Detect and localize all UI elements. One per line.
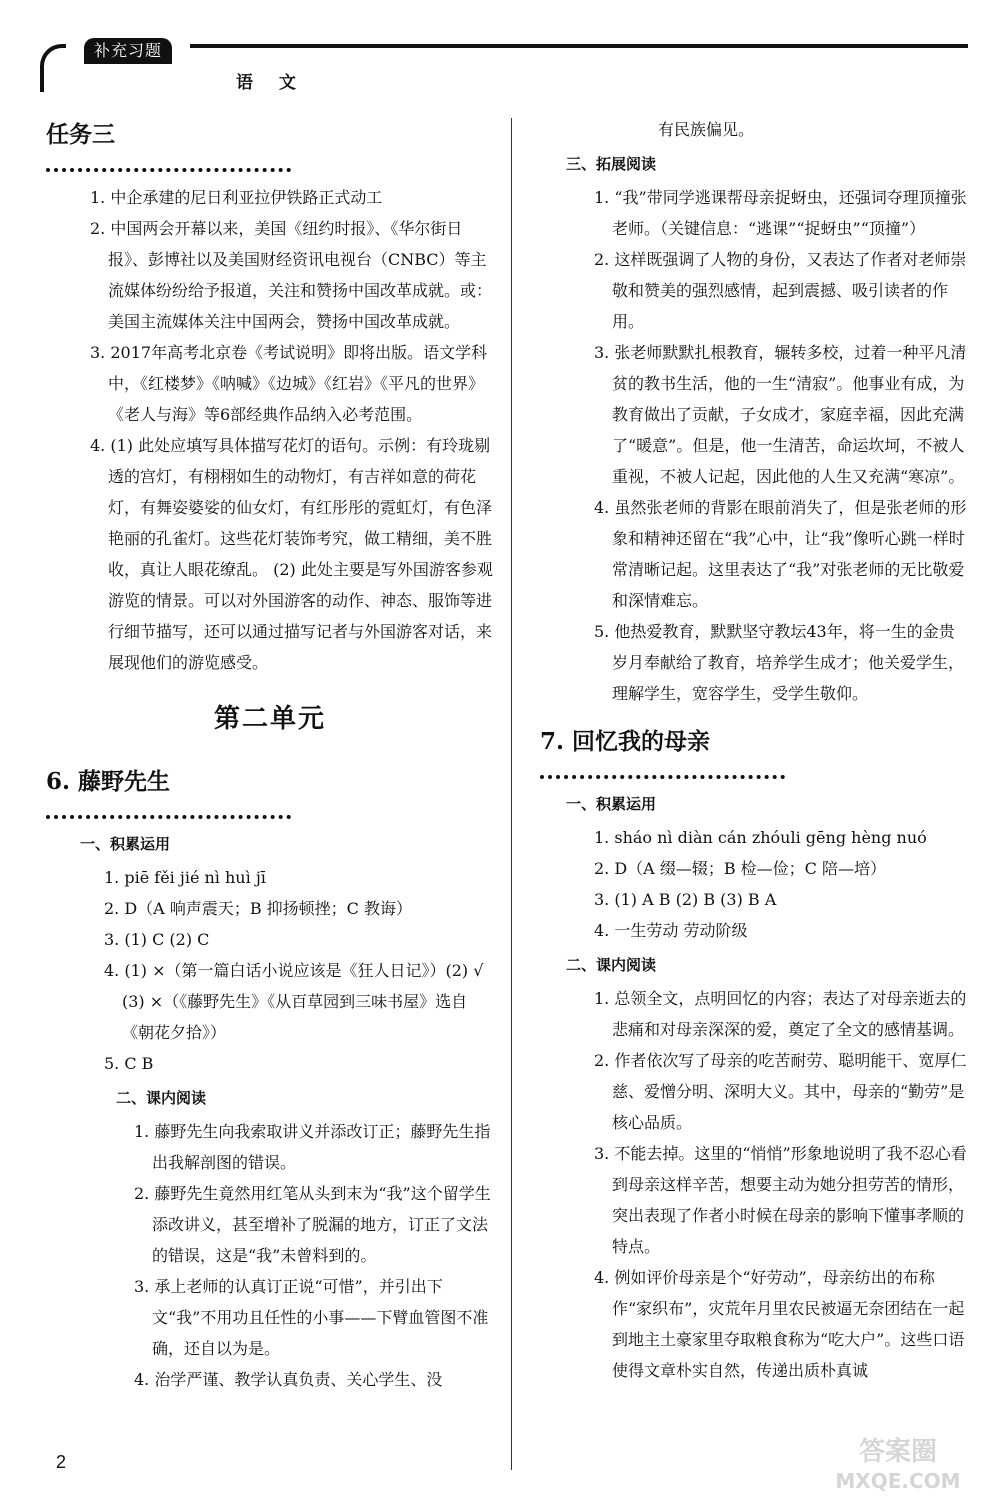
- answer-item: 1. 藤野先生向我索取讲义并添改订正；藤野先生指出我解剖图的错误。: [134, 1122, 491, 1172]
- answer-item: 2. 作者依次写了母亲的吃苦耐劳、聪明能干、宽厚仁慈、爱憎分明、深明大义。其中，母亲的“勤劳”是核心品质。: [594, 1051, 967, 1132]
- answer-item: 1. 总领全文，点明回忆的内容；表达了对母亲逝去的悲痛和对母亲深深的爱，奠定了全文的感情基调。: [594, 989, 967, 1039]
- answer-item: 3. 不能去掉。这里的“悄悄”形象地说明了我不忍心看到母亲这样辛苦，想要主动为她分担劳苦的情形，突出表现了作者小时候在母亲的影响下懂事孝顺的特点。: [594, 1144, 967, 1256]
- header-tab: 补充习题: [84, 38, 172, 64]
- page-number: 2: [56, 1452, 67, 1472]
- answer-item: 4. 虽然张老师的背影在眼前消失了，但是张老师的形象和精神还留在“我”心中，让“我”像听心跳一样时常清晰记起。这里表达了“我”对张老师的无比敬爱和深情难忘。: [594, 498, 967, 610]
- page-header: [40, 38, 970, 93]
- task-three-title: 任务三: [46, 121, 115, 148]
- left-column: [46, 112, 494, 1395]
- lesson-6-title: 6. 藤野先生: [46, 768, 171, 795]
- section-heading: 二、课内阅读: [566, 956, 657, 974]
- section-heading: 一、积累运用: [566, 795, 657, 813]
- watermark-logo: [818, 1430, 978, 1496]
- answer-item: 3. (1) A B (2) B (3) B A: [594, 890, 777, 909]
- header-curve-decoration: [40, 44, 66, 92]
- right-column: [540, 112, 970, 1386]
- answer-item: 4. 治学严谨、教学认真负责、关心学生、没: [134, 1370, 443, 1389]
- continued-text: 有民族偏见。: [658, 120, 755, 139]
- answer-item: 5. C B: [104, 1054, 154, 1073]
- task-item-1: 1. 中企承建的尼日利亚拉伊铁路正式动工: [90, 188, 383, 207]
- section-heading: 二、课内阅读: [116, 1089, 207, 1107]
- answer-item: 4. 一生劳动 劳动阶级: [594, 921, 748, 940]
- task-item-2: 2. 中国两会开幕以来，美国《纽约时报》、《华尔街日报》、彭博社以及美国财经资讯电视台（CNBC）等主流媒体纷纷给予报道，关注和赞扬中国改革成就。或：美国主流媒体关注中国两会，赞扬中国改革成就。: [90, 219, 493, 331]
- answer-item: 1. sháo nì diàn cán zhóuli gēng hèng nuó: [594, 828, 927, 847]
- answer-item: 2. D（A 响声震天；B 抑扬顿挫；C 教诲）: [104, 899, 412, 918]
- lesson-7-title: 7. 回忆我的母亲: [540, 728, 711, 755]
- section-heading: 一、积累运用: [80, 835, 171, 853]
- svg-text:答案圈: 答案圈: [858, 1437, 938, 1467]
- svg-text:MXQE.COM: MXQE.COM: [835, 1469, 961, 1493]
- task-item-3: 3. 2017年高考北京卷《考试说明》即将出版。语文学科中，《红楼梦》《呐喊》《边城》《红岩》《平凡的世界》《老人与海》等6部经典作品纳入必考范围。: [90, 343, 488, 424]
- unit-two-title: 第二单元: [213, 704, 326, 734]
- subject-title: 语 文: [236, 73, 306, 93]
- answer-item: 4. (1) ×（第一篇白话小说应该是《狂人日记》）(2) √ (3) ×（《藤野先生》《从百草园到三味书屋》选自《朝花夕拾》）: [104, 961, 484, 1042]
- answer-item: 3. 承上老师的认真订正说“可惜”，并引出下文“我”不用功且任性的小事——下臂血管图不准确，还自以为是。: [134, 1277, 489, 1358]
- task-item-4: 4. (1) 此处应填写具体描写花灯的语句。示例：有玲珑剔透的宫灯，有栩栩如生的动物灯，有吉祥如意的荷花灯，有舞姿婆娑的仙女灯，有红彤彤的霓虹灯，有色泽艳丽的孔雀灯。这些花灯装饰考究，做工精细，美不胜收，真让人眼花缭乱。 (2) 此处主要是写外国游客参观游览的情景。可以对外国游客的动作、神态、服饰等进行细节描写，还可以通过描写记者与外国游客对话，来展现他们的游览感受。: [90, 436, 493, 672]
- header-rule: [190, 44, 968, 48]
- dotted-rule: [540, 765, 785, 779]
- dotted-rule: [46, 158, 291, 172]
- dotted-rule: [46, 805, 291, 819]
- answer-item: 5. 他热爱教育，默默坚守教坛43年，将一生的金贵岁月奉献给了教育，培养学生成才；他关爱学生，理解学生，宽容学生，受学生敬仰。: [594, 622, 965, 703]
- answer-item: 3. (1) C (2) C: [104, 930, 210, 949]
- answer-item: 3. 张老师默默扎根教育，辗转多校，过着一种平凡清贫的教书生活，他的一生“清寂”。他事业有成，为教育做出了贡献，子女成才，家庭幸福，因此充满了“暖意”。但是，他一生清苦，命运坎坷，不被人重视，不被人记起，因此他的人生又充满“寒凉”。: [594, 343, 967, 486]
- answer-item: 4. 例如评价母亲是个“好劳动”，母亲纺出的布称作“家织布”，灾荒年月里农民被逼无奈团结在一起到地主土豪家里夺取粮食称为“吃大户”。这些口语使得文章朴实自然，传递出质朴真诚: [594, 1268, 965, 1380]
- answer-item: 2. 藤野先生竟然用红笔从头到末为“我”这个留学生添改讲义，甚至增补了脱漏的地方，订正了文法的错误，这是“我”未曾料到的。: [134, 1184, 491, 1265]
- answer-item: 1. “我”带同学逃课帮母亲捉蚜虫，还强词夺理顶撞张老师。（关键信息：“逃课”“捉蚜虫”“顶撞”）: [594, 188, 967, 238]
- answer-item: 1. piē fěi jié nì huì jī: [104, 868, 266, 887]
- column-divider: [511, 118, 512, 1470]
- answer-item: 2. D（A 缀—辍；B 检—俭；C 陪—培）: [594, 859, 886, 878]
- section-heading: 三、拓展阅读: [566, 155, 657, 173]
- answer-item: 2. 这样既强调了人物的身份，又表达了作者对老师崇敬和赞美的强烈感情，起到震撼、吸引读者的作用。: [594, 250, 967, 331]
